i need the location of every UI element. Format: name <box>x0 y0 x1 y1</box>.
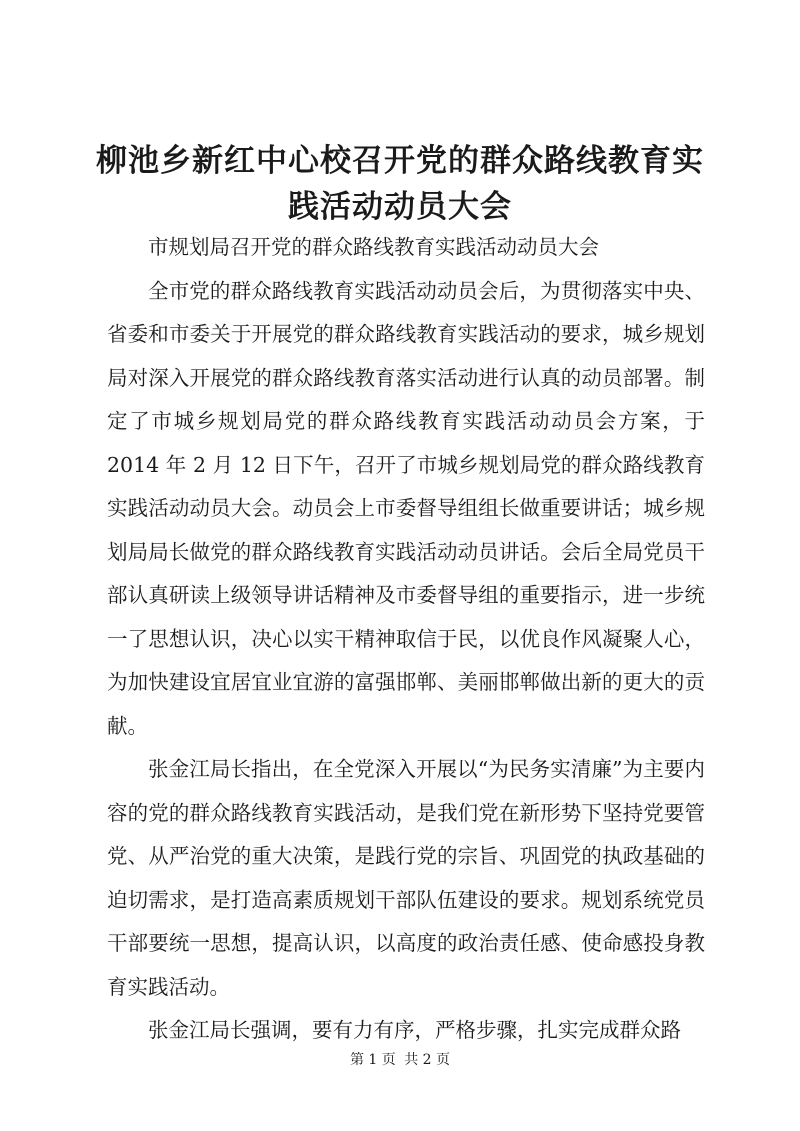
page-number: 第 1 页 <box>349 1052 396 1068</box>
document-title: 柳池乡新红中心校召开党的群众路线教育实践活动动员大会 <box>96 143 704 225</box>
document-body <box>107 226 705 1053</box>
paragraph-3: 张金江局长强调，要有力有序，严格步骤，扎实完成群众路 <box>148 1018 681 1042</box>
paragraph-1: 全市党的群众路线教育实践活动动员会后，为贯彻落实中央、省委和市委关于开展党的群众路线教育实践活动的要求，城乡规划局对深入开展党的群众路线教育落实活动进行认真的动员部署。制定了市城乡规划局党的群众路线教育实践活动动员会方案，于 2014 年 2 月 12 日下午，召开了市城乡规划局党的群众路线教育实践活动动员大会。动员会上市委督导组组长做重要讲话；城乡规划局局长做党的群众路线教育实践活动动员讲话。会后全局党员干部认真研读上级领导讲话精神及市委督导组的重要指示，进一步统一了思想认识，决心以实干精神取信于民，以优良作风凝聚人心，为加快建设宜居宜业宜游的富强邯郸、美丽邯郸做出新的更大的贡献。 <box>107 278 705 738</box>
page-footer <box>0 1050 800 1070</box>
paragraph-2: 张金江局长指出，在全党深入开展以“为民务实清廉”为主要内容的党的群众路线教育实践活动，是我们党在新形势下坚持党要管党、从严治党的重大决策，是践行党的宗旨、巩固党的执政基础的迫切需求，是打造高素质规划干部队伍建设的要求。规划系统党员干部要统一思想，提高认识，以高度的政治责任感、使命感投身教育实践活动。 <box>107 757 705 999</box>
page-total: 共 2 页 <box>404 1052 451 1068</box>
paragraph-subtitle: 市规划局召开党的群众路线教育实践活动动员大会 <box>148 235 599 259</box>
